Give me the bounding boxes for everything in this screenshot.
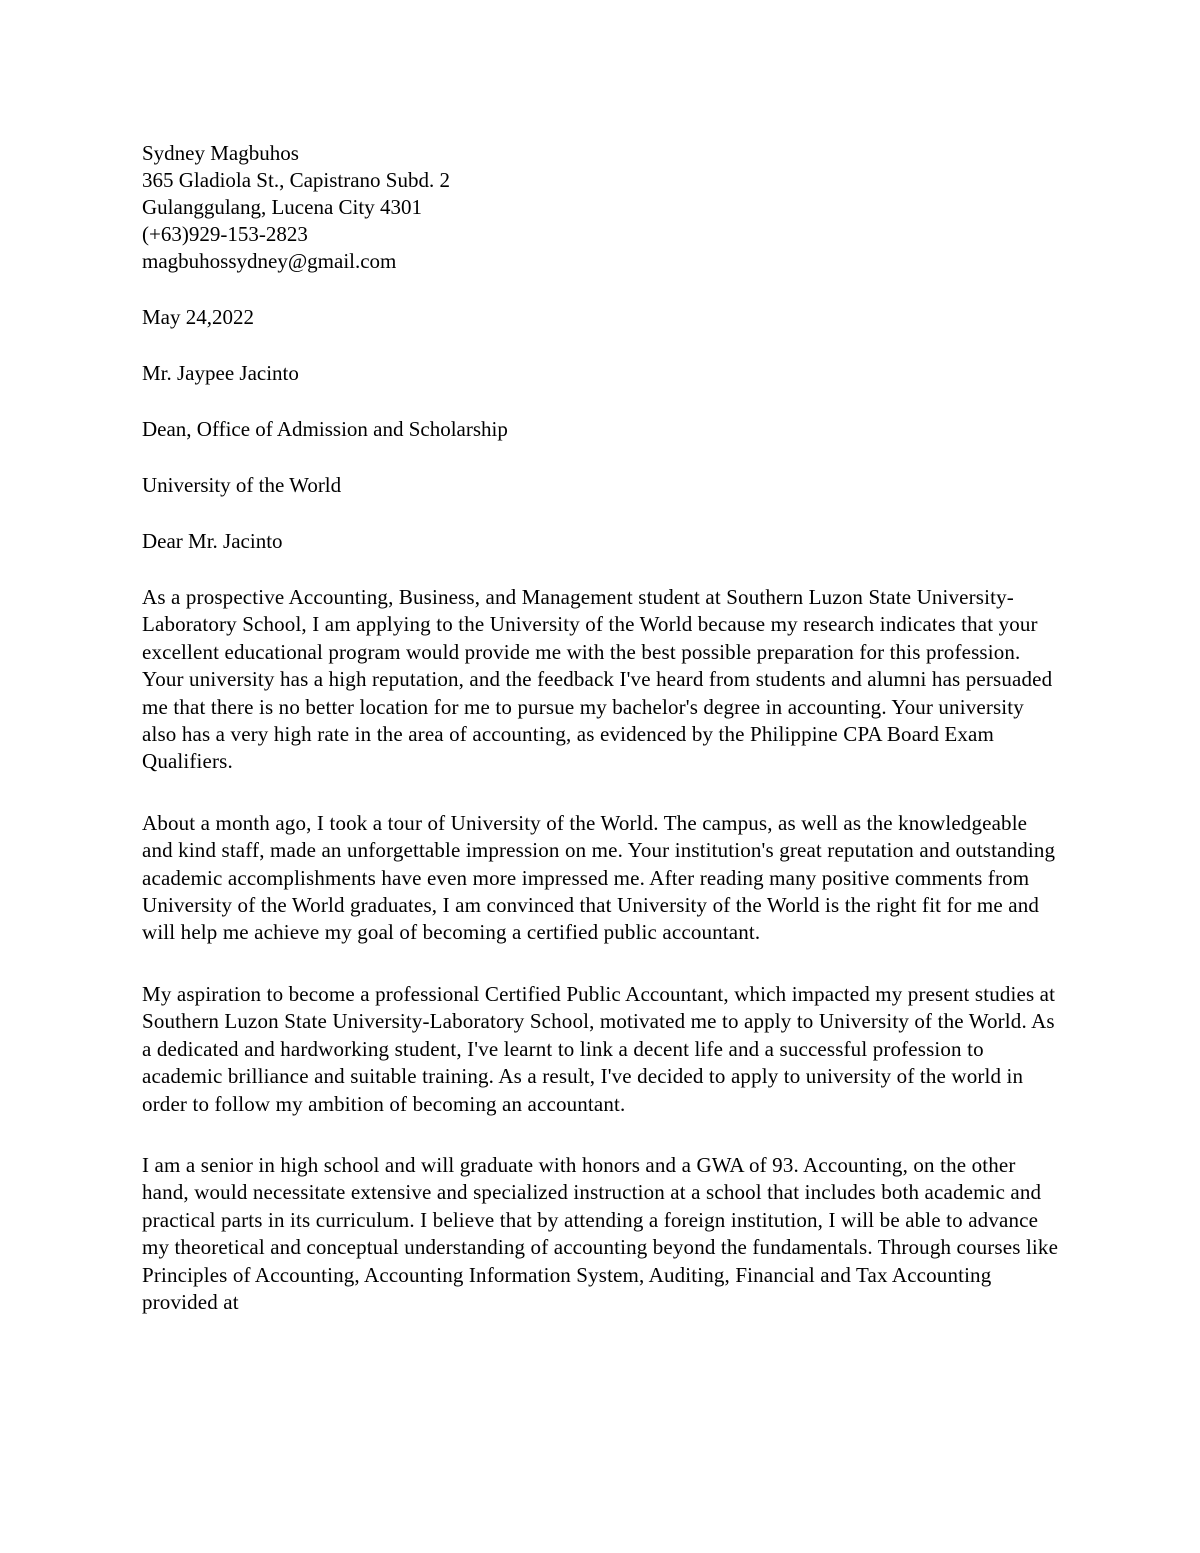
- body-paragraph-3: My aspiration to become a professional Certified Public Accountant, which impacted my present studies at Southern Luzon State University-Laboratory School, motivated me to apply to University of the World. As a dedicated and hardworking student, I've learnt to link a decent life and a successful profession to academic brilliance and suitable training. As a result, I've decided to apply to university of the world in order to follow my ambition of becoming an accountant.: [142, 981, 1056, 1116]
- sender-address-line1: 365 Gladiola St., Capistrano Subd. 2: [142, 168, 450, 192]
- body-paragraph-2: About a month ago, I took a tour of University of the World. The campus, as well as the knowledgeable and kind staff, made an unforgettable impression on me. Your institution's great reputation and outstanding academic accomplishments have even more impressed me. After reading many positive comments from University of the World graduates, I am convinced that University of the World is the right fit for me and will help me achieve my goal of becoming a certified public accountant.: [142, 810, 1056, 945]
- recipient-name: Mr. Jaypee Jacinto: [142, 361, 299, 385]
- sender-phone: (+63)929-153-2823: [142, 222, 308, 246]
- recipient-title: Dean, Office of Admission and Scholarship: [142, 417, 508, 441]
- body-paragraph-1: As a prospective Accounting, Business, and Management student at Southern Luzon State University-Laboratory School, I am applying to the University of the World because my research indicates that your excellent educational program would provide me with the best possible preparation for this profession. Your university has a high reputation, and the feedback I've heard from students and alumni has persuaded me that there is no better location for me to pursue my bachelor's degree in accounting. Your university also has a very high rate in the area of accounting, as evidenced by the Philippine CPA Board Exam Qualifiers.: [142, 585, 1053, 774]
- letter-page: [142, 140, 1062, 1316]
- sender-address-line2: Gulanggulang, Lucena City 4301: [142, 195, 422, 219]
- recipient-organization: University of the World: [142, 473, 342, 497]
- body-paragraph-4: I am a senior in high school and will graduate with honors and a GWA of 93. Accounting, on the other hand, would necessitate extensive and specialized instruction at a school that includes both academic and practical parts in its curriculum. I believe that by attending a foreign institution, I will be able to advance my theoretical and conceptual understanding of accounting beyond the fundamentals. Through courses like Principles of Accounting, Accounting Information System, Auditing, Financial and Tax Accounting provided at: [142, 1152, 1059, 1314]
- sender-block: [142, 140, 1062, 275]
- sender-email: magbuhossydney@gmail.com: [142, 249, 397, 273]
- letter-date: May 24,2022: [142, 305, 254, 329]
- sender-name: Sydney Magbuhos: [142, 141, 299, 165]
- salutation: Dear Mr. Jacinto: [142, 529, 283, 553]
